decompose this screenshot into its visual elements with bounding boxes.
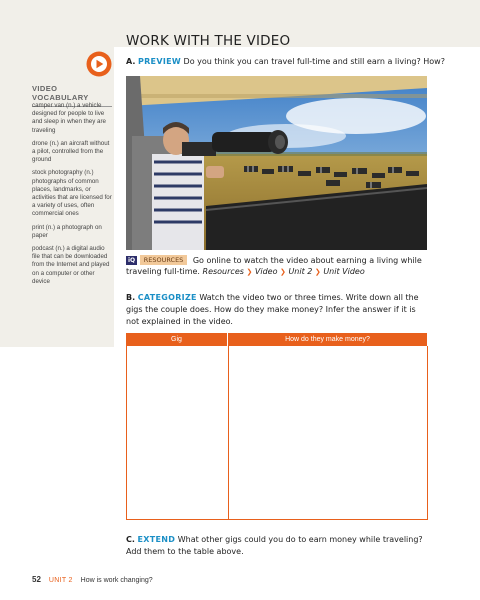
section-keyword: CATEGORIZE [137,293,197,302]
vocabulary-item: stock photography (n.) photographs of common places, landmarks, or activities that are licensed for a variety of uses, often commercial ones [32,169,112,218]
path-item[interactable]: Unit 2 [288,267,313,276]
resources-tag[interactable]: RESOURCES [140,255,188,265]
vocabulary-item: drone (n.) an aircraft without a pilot, controlled from the ground [32,139,110,164]
section-letter: A. [126,57,136,66]
vocabulary-item: print (n.) a photograph on paper [32,223,102,239]
column-divider [228,346,229,519]
page-title: WORK WITH THE VIDEO [126,33,291,49]
chevron-right-icon: ❯ [314,268,321,276]
resources-note [126,255,426,278]
section-letter: C. [126,535,135,544]
section-letter: B. [126,293,136,302]
path-item[interactable]: Unit Video [323,267,365,276]
play-circle-icon[interactable] [86,51,112,77]
path-item[interactable]: Video [254,267,278,276]
section-a-preview [126,56,446,68]
resources-text: Go online to watch the video about earning a living while traveling full-time. [126,256,422,276]
section-keyword: EXTEND [137,535,176,544]
page-footer [32,575,153,584]
section-text: Watch the video two or three times. Write down all the gigs the couple does. How do they make money? Infer the answer if it is not explained in the video. [126,293,419,326]
table-header-how: How do they make money? [227,333,427,346]
table-body[interactable] [126,346,428,520]
section-text: What other gigs could you do to earn money while traveling? Add them to the table above. [126,535,423,556]
vocabulary-item: camper van (n.) a vehicle designed for people to live and sleep in when they are traveling [32,102,106,134]
gig-table [126,333,427,520]
path-item[interactable]: Resources [202,267,244,276]
resources-path-link[interactable] [203,267,365,276]
section-text: Do you think you can travel full-time and still earn a living? How? [183,57,445,66]
vocabulary-heading: VIDEO VOCABULARY [32,84,112,107]
unit-title: How is work changing? [80,577,153,584]
section-c-extend [126,534,426,558]
vocabulary-list [32,102,112,291]
section-keyword: PREVIEW [137,57,181,66]
safari-photo [126,76,427,250]
unit-label: UNIT 2 [48,577,73,584]
vocabulary-item: podcast (n.) a digital audio file that can be downloaded from the Internet and played on a computer or other device [32,245,110,285]
table-header-gig: Gig [171,336,182,343]
section-b-categorize [126,292,426,328]
page-number: 52 [32,575,41,584]
table-header-row [126,333,427,346]
chevron-right-icon: ❯ [280,268,286,276]
chevron-right-icon: ❯ [246,268,253,276]
iq-logo: iQ [128,257,136,264]
